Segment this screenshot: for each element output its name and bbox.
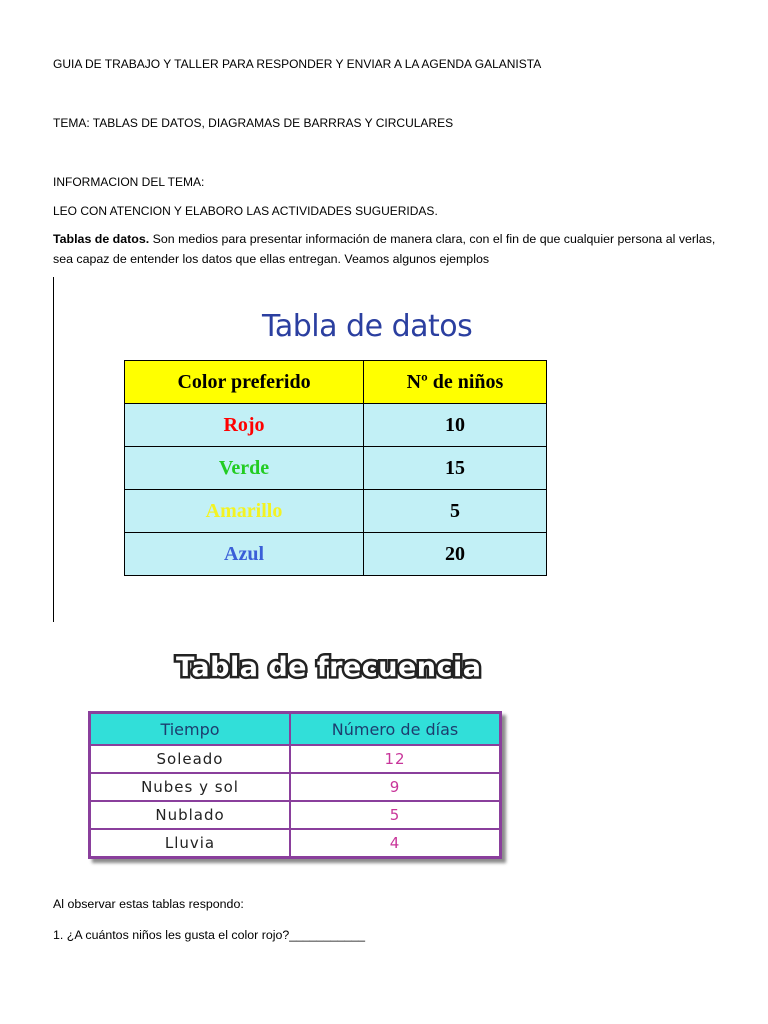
dias-cell: 9 [290, 773, 501, 801]
count-cell: 15 [364, 447, 547, 490]
header-numero-dias: Número de días [290, 713, 501, 746]
count-cell: 10 [364, 404, 547, 447]
intro-text: Son medios para presentar información de manera clara, con el fin de que cualquier persona al verlas, sea capaz de entender los datos que ellas entregan. Veamos algunos ejemplos [53, 232, 716, 266]
count-cell: 5 [364, 490, 547, 533]
tiempo-cell: Soleado [90, 745, 291, 773]
dias-cell: 12 [290, 745, 501, 773]
tabla-frecuencia [88, 711, 502, 859]
tiempo-cell: Lluvia [90, 829, 291, 858]
table-row [90, 829, 501, 858]
table-row [90, 801, 501, 829]
questions-intro: Al observar estas tablas respondo: [53, 897, 244, 911]
question-1: 1. ¿A cuántos niños les gusta el color rojo?___________ [53, 928, 366, 942]
dias-cell: 4 [290, 829, 501, 858]
table-row [90, 745, 501, 773]
table-row [125, 490, 547, 533]
intro-term: Tablas de datos. [53, 232, 150, 246]
table-row [125, 447, 547, 490]
color-cell: Rojo [125, 404, 364, 447]
tabla-datos-title: Tabla de datos [262, 309, 473, 344]
table-header-row [90, 713, 501, 746]
tabla-datos [124, 360, 547, 576]
instruction-line: LEO CON ATENCION Y ELABORO LAS ACTIVIDADES SUGUERIDAS. [53, 204, 438, 218]
tabla-frecuencia-title: Tabla de frecuencia [176, 652, 482, 683]
header-tiempo: Tiempo [90, 713, 291, 746]
tiempo-cell: Nublado [90, 801, 291, 829]
count-cell: 20 [364, 533, 547, 576]
tema-heading: TEMA: TABLAS DE DATOS, DIAGRAMAS DE BARRRAS Y CIRCULARES [53, 116, 454, 130]
informacion-heading: INFORMACION DEL TEMA: [53, 175, 205, 189]
color-cell: Azul [125, 533, 364, 576]
guia-heading: GUIA DE TRABAJO Y TALLER PARA RESPONDER Y ENVIAR A LA AGENDA GALANISTA [53, 57, 542, 71]
table-row [125, 533, 547, 576]
left-margin-rule [53, 277, 54, 622]
header-color-preferido: Color preferido [125, 361, 364, 404]
header-num-ninos: Nº de niños [364, 361, 547, 404]
tiempo-cell: Nubes y sol [90, 773, 291, 801]
color-cell: Verde [125, 447, 364, 490]
table-row [90, 773, 501, 801]
dias-cell: 5 [290, 801, 501, 829]
color-cell: Amarillo [125, 490, 364, 533]
table-header-row [125, 361, 547, 404]
intro-paragraph [53, 229, 723, 269]
table-row [125, 404, 547, 447]
